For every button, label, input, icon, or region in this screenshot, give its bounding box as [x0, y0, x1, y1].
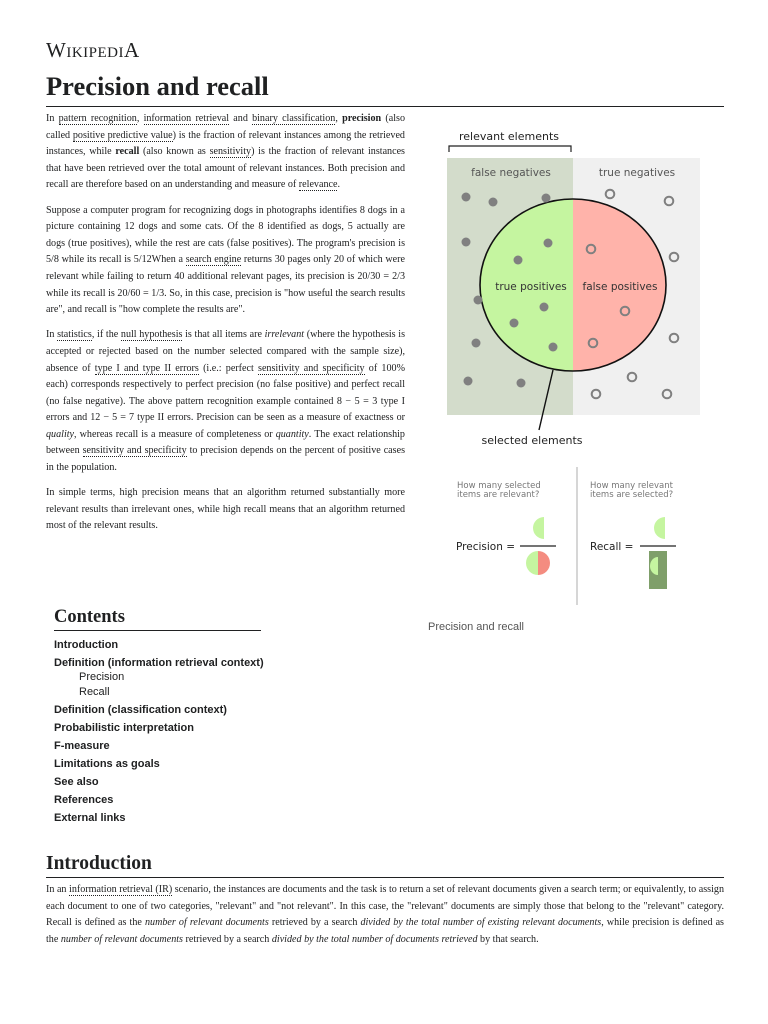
- toc-title: Contents: [54, 606, 261, 631]
- link-sensitivity-and-specificity[interactable]: sensitivity and specificity: [258, 362, 365, 374]
- precision-recall-figure[interactable]: [420, 120, 720, 620]
- label-relevant-elements: relevant elements: [459, 130, 559, 143]
- precision-recall-diagram: [420, 120, 720, 610]
- precision-label: Precision =: [456, 541, 515, 553]
- toc-sublist: [79, 670, 354, 700]
- link-relevance[interactable]: relevance: [298, 179, 338, 191]
- toc-item-limitations[interactable]: Limitations as goals: [54, 758, 160, 770]
- toc-item-definition-classification[interactable]: Definition (classification context): [54, 704, 227, 716]
- lead-paragraph-4: In simple terms, high precision means that an algorithm returned substantially more relevant results than irrelevant ones, while high recall means that an algorithm returned most of the relevant results.: [46, 487, 405, 532]
- toc-item-definition-ir[interactable]: Definition (information retrieval context) Precision Recall: [54, 654, 354, 700]
- precision-question-2: items are relevant?: [457, 490, 540, 500]
- term-recall: recall: [115, 146, 140, 158]
- link-positive-predictive-value[interactable]: positive predictive value: [72, 129, 173, 141]
- link-information-retrieval[interactable]: information retrieval: [143, 113, 230, 124]
- toc-item-external-links[interactable]: External links: [54, 812, 126, 824]
- link-type-i-and-ii-errors[interactable]: type I and type II errors: [94, 362, 199, 374]
- label-selected-elements: selected elements: [481, 434, 583, 447]
- label-true-negatives: true negatives: [598, 167, 676, 179]
- toc-item-references[interactable]: References: [54, 794, 114, 806]
- wordmark-middle: IKIPEDI: [66, 45, 124, 61]
- lead-section: [46, 111, 405, 544]
- lead-paragraph-3: In statistics, if the null hypothesis is that all items are irrelevant (where the hypothesis is accepted or rejected based on the number selected compared with the sample size), absence of type I and type II errors (i.e.: perfect sensitivity and specificity of 100% each) corresponds respectively to perfect precision (no false positive) and perfect recall (no false negative). The above pattern recognition example contained 8 − 5 = 3 type I errors and 12 − 5 = 7 type II errors. Precision can be seen as a measure of exactness or quality, whereas recall is a measure of completeness or quantity. The exact relationship between sensitivity and specificity to precision depends on the percent of positive cases in the population.: [46, 329, 406, 474]
- link-null-hypothesis[interactable]: null hypothesis: [120, 329, 183, 341]
- table-of-contents: [54, 606, 354, 827]
- precision-denominator-irrelevant: [538, 551, 550, 575]
- link-sensitivity-and-specificity-2[interactable]: sensitivity and specificity: [82, 445, 187, 457]
- recall-question-2: items are selected?: [590, 490, 674, 500]
- figure-caption: Precision and recall: [428, 621, 524, 633]
- toc-item-probabilistic[interactable]: Probabilistic interpretation: [54, 722, 194, 734]
- link-pattern-recognition[interactable]: pattern recognition: [58, 113, 137, 124]
- precision-numerator: [533, 517, 544, 539]
- toc-item-recall[interactable]: Recall: [79, 686, 110, 698]
- toc-item-see-also[interactable]: See also: [54, 776, 99, 788]
- page-title: Precision and recall: [46, 68, 724, 107]
- wordmark-final: A: [123, 38, 140, 62]
- wikipedia-wordmark[interactable]: [46, 38, 140, 63]
- term-precision: precision: [342, 113, 382, 124]
- link-search-engine[interactable]: search engine: [185, 254, 242, 266]
- toc-item-f-measure[interactable]: F-measure: [54, 740, 110, 752]
- link-statistics[interactable]: statistics: [57, 329, 92, 341]
- label-false-negatives: false negatives: [471, 167, 551, 179]
- recall-label: Recall =: [590, 541, 634, 553]
- section-heading-introduction: Introduction: [46, 852, 724, 878]
- link-information-retrieval-ir[interactable]: information retrieval (IR): [69, 884, 173, 895]
- label-false-positives: false positives: [582, 281, 658, 293]
- precision-denominator-relevant: [526, 551, 538, 575]
- relevant-bracket: [449, 146, 571, 152]
- introduction-paragraph: In an information retrieval (IR) scenario, the instances are documents and the task is to return a set of relevant documents given a search term; or equivalently, to assign each document to one of two categories, "relevant" and "not relevant". In this case, the "relevant" documents are simply those that belong to the "relevant" category. Recall is defined as the number of relevant documents retrieved by a search divided by the total number of existing relevant documents, while precision is defined as the number of relevant documents retrieved by a search divided by the total number of documents retrieved by that search.: [46, 884, 725, 945]
- recall-question-1: How many relevant: [590, 481, 673, 491]
- lead-paragraph-2: Suppose a computer program for recognizing dogs in photographs identifies 8 dogs in a picture containing 12 dogs and some cats. Of the 8 identified as dogs, 5 actually are dogs (true positives), while the rest are cats (false positives). The program's precision is 5/8 while its recall is 5/12When a search engine returns 30 pages only 20 of which were relevant while failing to return 40 additional relevant pages, its precision is 20/30 = 2/3 while its recall is 20/60 = 1/3. So, in this case, precision is "how useful the search results are", and recall is "how complete the results are".: [46, 204, 405, 316]
- link-binary-classification[interactable]: binary classification: [252, 113, 336, 124]
- toc-item-introduction[interactable]: Introduction: [54, 639, 119, 651]
- toc-item-precision[interactable]: Precision: [79, 671, 125, 683]
- link-sensitivity[interactable]: sensitivity: [209, 146, 252, 158]
- label-true-positives: true positives: [495, 281, 567, 293]
- lead-paragraph-1: In pattern recognition, information retrieval and binary classification, precision (also called positive predictive value) is the fraction of relevant instances among the retrieved instances, while recall (also known as sensitivity) is the fraction of relevant instances that have been retrieved over the total amount of relevant instances. Both precision and recall are therefore based on an understanding and measure of relevance.: [46, 113, 405, 191]
- precision-question-1: How many selected: [457, 481, 541, 491]
- recall-numerator: [654, 517, 665, 539]
- wordmark-initial: W: [46, 38, 67, 62]
- toc-list: [54, 636, 354, 827]
